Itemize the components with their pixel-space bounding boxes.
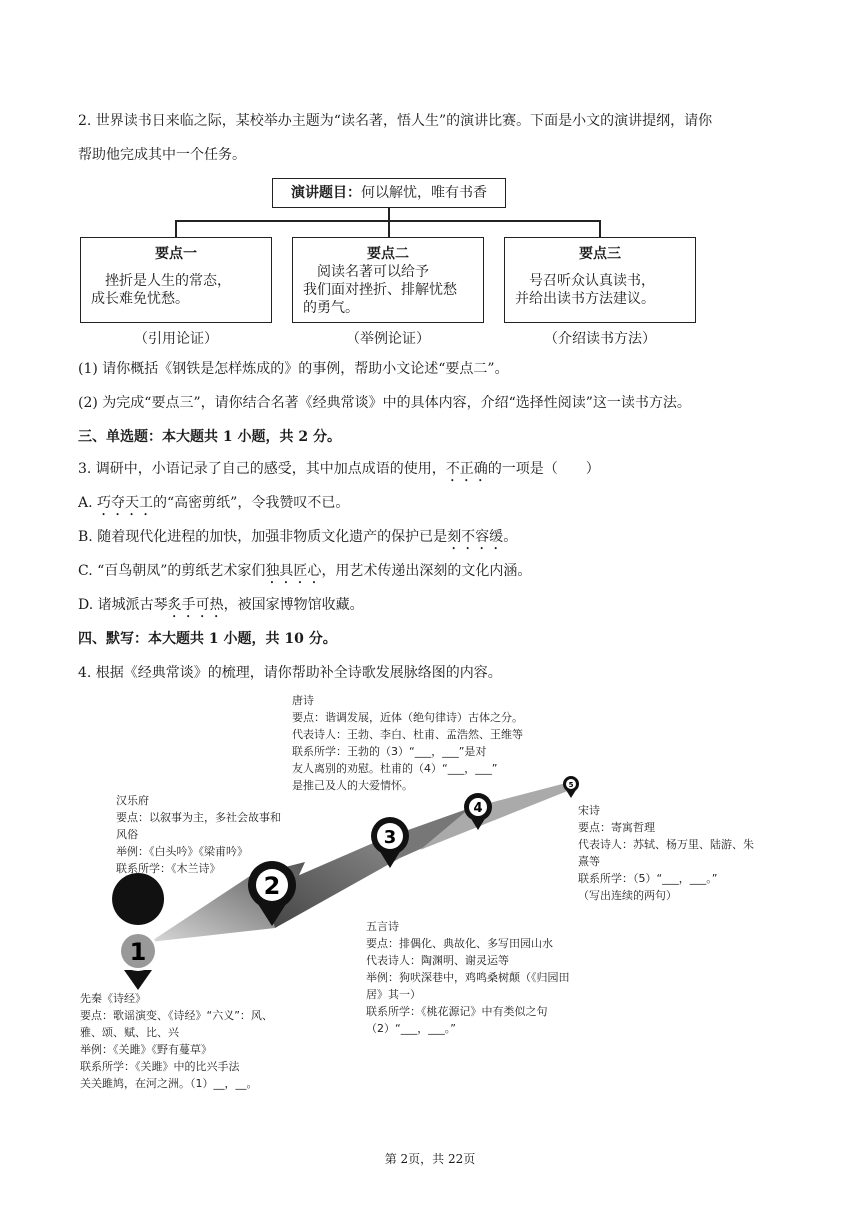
option-text: ，被国家博物馆收藏。 <box>223 597 364 613</box>
option-d <box>78 594 364 621</box>
section-4-heading: 四、默写：本大题共 1 小题，共 10 分。 <box>78 631 337 647</box>
marker-3-label: 3 <box>383 827 397 848</box>
marker-5-label: 5 <box>568 781 574 789</box>
connector-middle <box>388 220 390 237</box>
outline-title-label: 演讲题目： <box>291 185 361 201</box>
marker-4-label: 4 <box>473 801 483 816</box>
outline-title-text: 何以解忧，唯有书香 <box>361 185 487 201</box>
option-c <box>78 560 531 587</box>
q3-stem-b: 的一项是（ ） <box>487 461 600 477</box>
outline-title-box <box>272 178 506 208</box>
q2-intro-line1: 2. 世界读书日来临之际，某校举办主题为“读名著，悟人生”的演讲比赛。下面是小文的演讲提纲，请你 <box>78 113 713 129</box>
option-idiom: 巧夺天工 <box>97 495 154 511</box>
point-body: 号召听众认真读书， 并给出读书方法建议。 <box>515 273 655 307</box>
option-text: A. <box>78 495 98 511</box>
point-caption-3: （介绍读书方法） <box>544 331 656 347</box>
option-text: D. 诸城派古琴 <box>78 597 168 613</box>
q4-stem: 4. 根据《经典常谈》的梳理，请你帮助补全诗歌发展脉络图的内容。 <box>78 665 502 681</box>
point-caption-2: （举例论证） <box>346 331 430 347</box>
han-yuefu-note: 汉乐府 要点：以叙事为主，多社会故事和 风俗 举例：《白头吟》《梁甫吟》 联系所学：《木兰诗》 <box>116 794 281 875</box>
option-text: C. “百鸟朝凤”的剪纸艺术家们 <box>78 563 266 579</box>
point-box-3 <box>504 237 696 323</box>
marker-5 <box>563 776 579 798</box>
connector-right <box>599 220 601 237</box>
q2-intro-line2: 帮助他完成其中一个任务。 <box>78 147 246 163</box>
tang-poetry-note: 唐诗 要点：谐调发展，近体（绝句律诗）古体之分。 代表诗人：王勃、李白、杜甫、孟浩然、王维等 联系所学：王勃的（3）“___，___”是对 友人离别的劝慰。杜甫的（4）“___，___” 是推己及人的大爱情怀。 <box>292 694 523 792</box>
marker-2-label: 2 <box>263 872 281 900</box>
point-head: 要点二 <box>367 246 409 262</box>
option-text: 的“高密剪纸”，令我赞叹不已。 <box>153 495 350 511</box>
connector-left <box>175 220 177 237</box>
task-2: (2) 为完成“要点三”，请你结合名著《经典常谈》中的具体内容，介绍“选择性阅读”这一读书方法。 <box>78 395 691 411</box>
xianqin-shijing-note: 先秦《诗经》 要点：歌谣演变、《诗经》“六义”：风、 雅、颂、赋、比、兴 举例：《关雎》《野有蔓草》 联系所学：《关雎》中的比兴手法 关关雎鸠，在河之洲。（1）__，__。 <box>80 992 273 1090</box>
q3-stem-a: 3. 调研中，小语记录了自己的感受，其中加点成语的使用， <box>78 461 446 477</box>
point-head: 要点一 <box>155 246 197 262</box>
point-box-2 <box>292 237 484 323</box>
song-poetry-note: 宋诗 要点：寄寓哲理 代表诗人：苏轼、杨万里、陆游、朱 熹等 联系所学：（5）“___，___。” （写出连续的两句） <box>578 804 754 902</box>
option-text: B. 随着现代化进程的加快，加强非物质文化遗产的保护已是 <box>78 529 448 545</box>
option-text: ，用艺术传递出深刻的文化内涵。 <box>321 563 532 579</box>
q3-stem-emphasis: 不正确 <box>445 461 488 477</box>
q3-stem <box>78 458 600 485</box>
option-a <box>78 492 349 519</box>
option-b <box>78 526 517 553</box>
marker-1 <box>112 873 164 990</box>
option-idiom: 刻不容缓 <box>447 529 504 545</box>
option-text: 。 <box>503 529 518 545</box>
marker-1-label: 1 <box>129 938 147 966</box>
point-body: 阅读名著可以给予 我们面对挫折、排解忧愁 的勇气。 <box>303 264 457 316</box>
wuyan-poetry-note: 五言诗 要点：排偶化、典故化、多写田园山水 代表诗人：陶渊明、谢灵运等 举例：狗吠深巷中，鸡鸣桑树颠（《归园田 居》其一） 联系所学：《桃花源记》中有类似之句 （2）“___，___。” <box>366 920 570 1035</box>
page-footer: 第 2页，共 22页 <box>384 1152 476 1166</box>
point-caption-1: （引用论证） <box>134 331 218 347</box>
task-1: (1) 请你概括《钢铁是怎样炼成的》的事例，帮助小文论述“要点二”。 <box>78 361 509 377</box>
point-head: 要点三 <box>579 246 621 262</box>
section-3-heading: 三、单选题：本大题共 1 小题，共 2 分。 <box>78 429 341 445</box>
point-body: 挫折是人生的常态， 成长难免忧愁。 <box>91 273 231 307</box>
option-idiom: 炙手可热 <box>167 597 224 613</box>
option-idiom: 独具匠心 <box>265 563 322 579</box>
point-box-1 <box>80 237 272 323</box>
